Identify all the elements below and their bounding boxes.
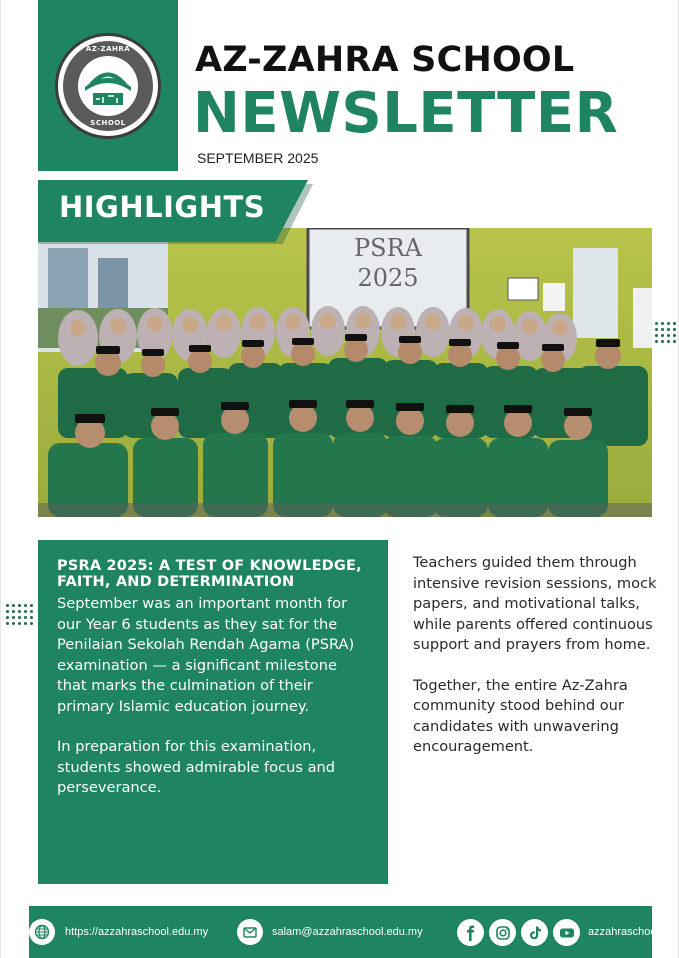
article-paragraph-1: September was an important month for our Year 6 students as they sat for the Penilaian Sekolah Rendah Agama (PSRA) examination — a significant milestone that marks the culmination of their primary Islamic education journey. — [57, 595, 355, 715]
social-handle[interactable]: azzahraschool — [588, 926, 659, 938]
logo-bottom-text: SCHOOL — [90, 118, 126, 127]
article-paragraph-4: Together, the entire Az-Zahra community stood behind our candidates with unwavering encouragement. — [413, 676, 628, 755]
tiktok-icon[interactable] — [521, 919, 548, 946]
article-paragraph-3: Teachers guided them through intensive revision sessions, mock papers, and motivational talks, while parents offered continuous support and prayers from home. — [413, 554, 657, 653]
footer-bar — [29, 906, 659, 958]
facebook-icon[interactable] — [457, 919, 484, 946]
board-text-1: PSRA — [354, 234, 422, 262]
article-paragraph-2: In preparation for this examination, students showed admirable focus and perseverance. — [57, 738, 336, 796]
article-continued — [413, 553, 663, 758]
banner-label: HIGHLIGHTS — [59, 190, 266, 224]
article-box — [38, 540, 388, 884]
logo-book-icon — [63, 41, 153, 131]
instagram-icon[interactable] — [489, 919, 516, 946]
issue-date: SEPTEMBER 2025 — [197, 150, 319, 166]
article-title: PSRA 2025: A TEST OF KNOWLEDGE, FAITH, AND DETERMINATION — [57, 558, 362, 590]
website-link[interactable]: https://azzahraschool.edu.my — [65, 926, 209, 938]
decorative-dots-right — [655, 322, 679, 343]
school-name: AZ-ZAHRA SCHOOL — [195, 40, 575, 80]
decorative-dots-left — [6, 604, 33, 625]
school-logo — [55, 33, 161, 139]
newsletter-title: NEWSLETTER — [193, 81, 619, 146]
email-link[interactable]: salam@azzahraschool.edu.my — [272, 926, 423, 938]
highlights-banner — [38, 180, 308, 242]
logo-emblem — [63, 41, 153, 131]
logo-panel — [38, 0, 178, 171]
youtube-icon[interactable] — [553, 919, 580, 946]
students-photo-illustration — [38, 228, 652, 517]
logo-top-text: AZ-ZAHRA — [85, 44, 131, 53]
class-photo — [38, 228, 652, 517]
board-text-2: 2025 — [357, 264, 419, 292]
mail-icon — [237, 919, 263, 945]
globe-icon — [29, 919, 55, 945]
